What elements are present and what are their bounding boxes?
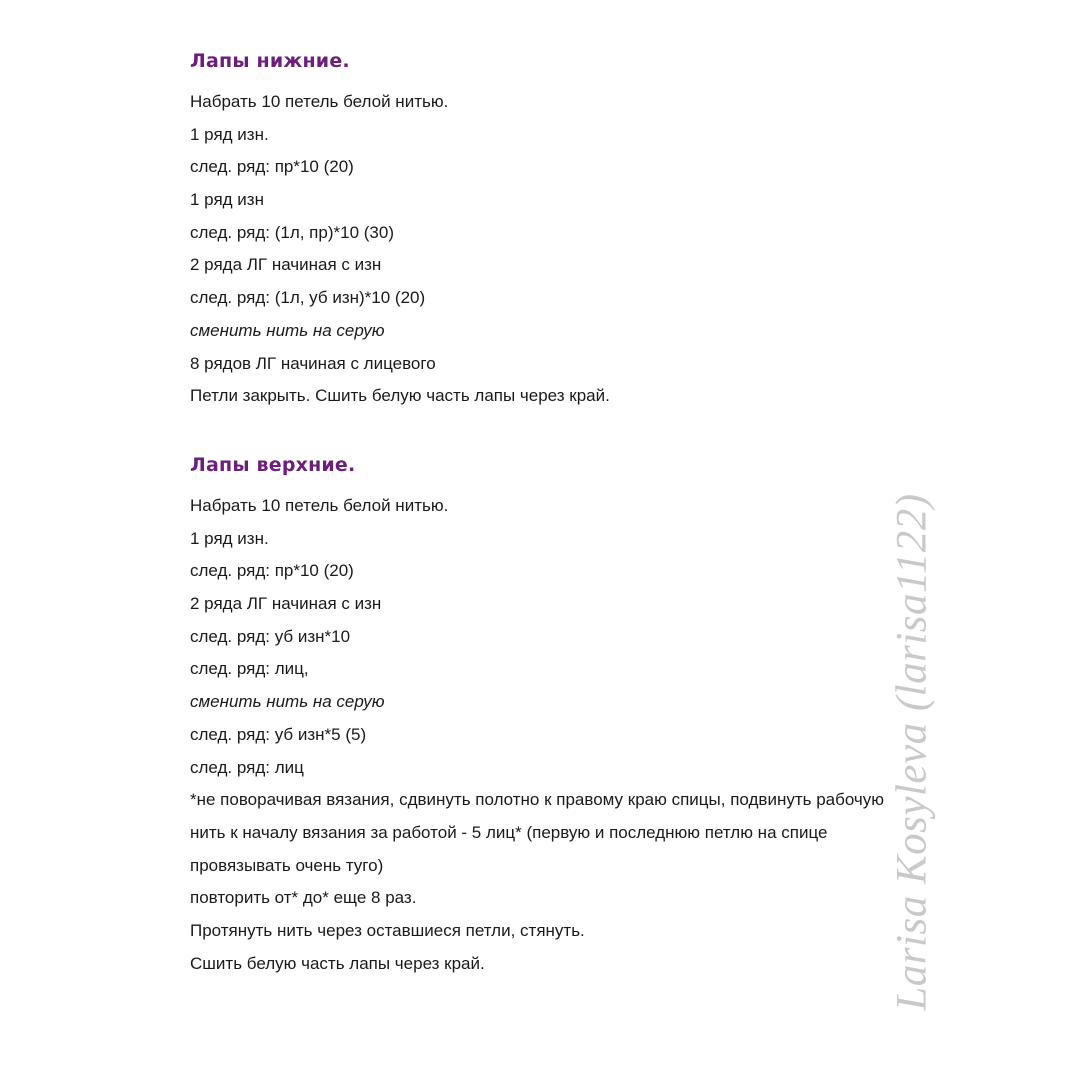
instruction-line: Протянуть нить через оставшиеся петли, стянуть. <box>190 920 585 940</box>
section-heading: Лапы нижние. <box>190 50 350 72</box>
instruction-line: след. ряд: лиц <box>190 757 304 777</box>
instruction-line: след. ряд: пр*10 (20) <box>190 561 354 581</box>
instruction-line: сменить нить на серую <box>190 320 385 340</box>
instruction-line: след. ряд: лиц, <box>190 659 309 679</box>
instruction-line: 1 ряд изн. <box>190 528 269 548</box>
instruction-line: 8 рядов ЛГ начиная с лицевого <box>190 353 436 373</box>
instruction-line: след. ряд: уб изн*5 (5) <box>190 724 367 744</box>
instruction-line: сменить нить на серую <box>190 692 385 712</box>
instruction-line: 1 ряд изн. <box>190 124 269 144</box>
instruction-line: след. ряд: пр*10 (20) <box>190 157 354 177</box>
instruction-line: провязывать очень туго) <box>190 855 384 875</box>
section-heading: Лапы верхние. <box>190 454 356 476</box>
instruction-line: Набрать 10 петель белой нитью. <box>190 496 449 515</box>
instruction-line: след. ряд: (1л, пр)*10 (30) <box>190 222 394 242</box>
instruction-list <box>190 86 610 413</box>
instruction-line: Набрать 10 петель белой нитью. <box>190 92 449 111</box>
section-lower-paws <box>190 48 610 413</box>
instruction-line: нить к началу вязания за работой - 5 лиц* (первую и последнюю петлю на спице <box>190 822 828 842</box>
instruction-line: 1 ряд изн <box>190 190 264 210</box>
section-upper-paws <box>190 452 884 980</box>
instruction-line: след. ряд: (1л, уб изн)*10 (20) <box>190 288 426 308</box>
instruction-line: *не поворачивая вязания, сдвинуть полотно к правому краю спицы, подвинуть рабочую <box>190 790 885 810</box>
instruction-line: 2 ряда ЛГ начиная с изн <box>190 255 382 275</box>
instruction-list <box>190 490 884 980</box>
instruction-line: след. ряд: уб изн*10 <box>190 626 351 646</box>
instruction-line: Сшить белую часть лапы через край. <box>190 953 485 973</box>
instruction-line: повторить от* до* еще 8 раз. <box>190 888 417 908</box>
instruction-line: Петли закрыть. Сшить белую часть лапы через край. <box>190 386 610 406</box>
watermark: Larisa Kosyleva (larisa1122) <box>888 493 936 1011</box>
instruction-line: 2 ряда ЛГ начиная с изн <box>190 594 382 614</box>
